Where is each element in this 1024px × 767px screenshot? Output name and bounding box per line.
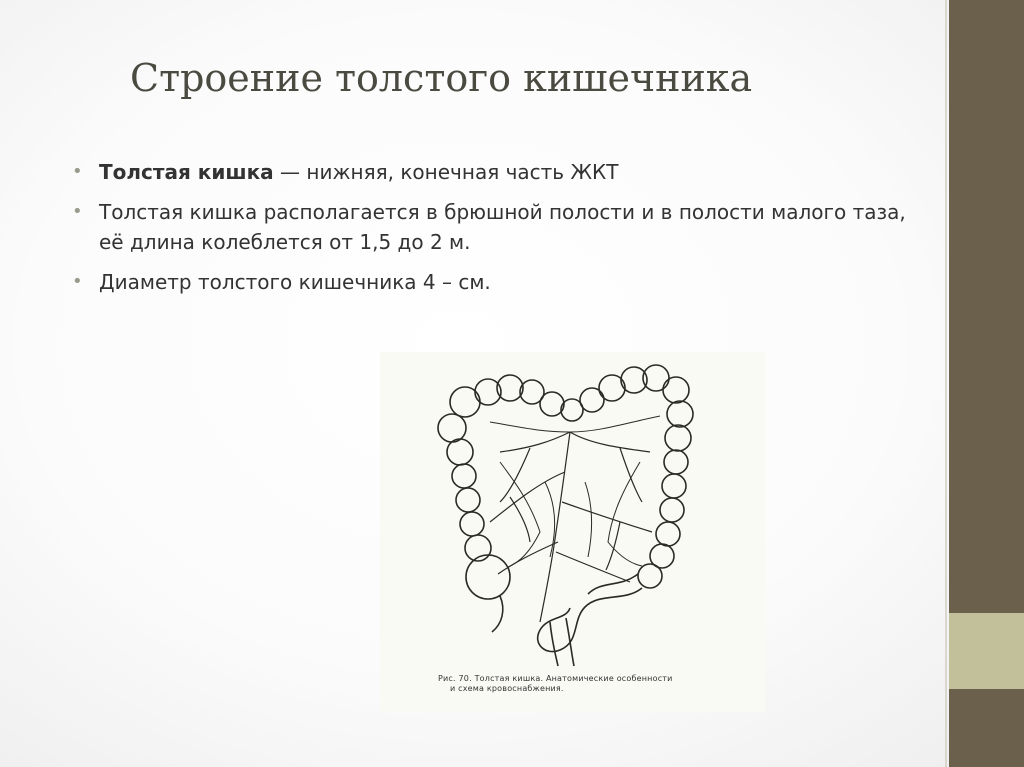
bullet-icon: • <box>72 271 83 292</box>
bullet-text: Толстая кишка располагается в брюшной полости и в полости малого таза, её длина колеблется от 1,5 до 2 м. <box>99 200 906 254</box>
figure-caption <box>438 674 758 694</box>
bullet-item <box>72 157 922 187</box>
bullet-bold-text: Толстая кишка <box>99 160 274 184</box>
large-intestine-illustration-icon <box>380 352 765 667</box>
figure-caption-line1: Рис. 70. Толстая кишка. Анатомические особенности <box>438 674 673 683</box>
bullet-text: — нижняя, конечная часть ЖКТ <box>273 160 619 184</box>
intestine-figure <box>380 352 765 712</box>
bullet-icon: • <box>72 201 83 222</box>
bullet-list <box>72 157 922 307</box>
sidebar-divider <box>945 0 947 767</box>
bullet-icon: • <box>72 161 83 182</box>
bullet-text: Диаметр толстого кишечника 4 – см. <box>99 270 491 294</box>
bullet-item <box>72 197 922 257</box>
figure-caption-line2: и схема кровоснабжения. <box>450 684 564 693</box>
bullet-item <box>72 267 922 297</box>
sidebar-accent <box>949 613 1024 689</box>
slide-title: Строение толстого кишечника <box>130 56 753 100</box>
